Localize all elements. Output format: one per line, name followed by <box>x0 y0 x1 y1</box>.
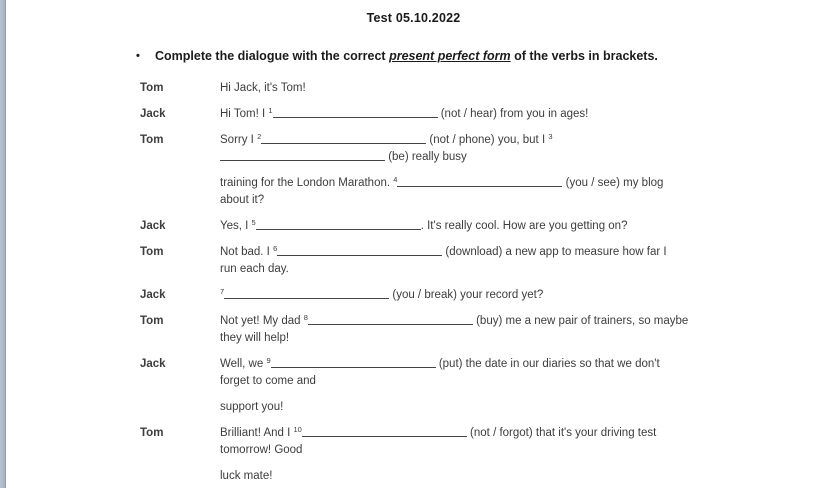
dialogue-text: Not yet! My dad <box>220 315 304 327</box>
dialogue-text: about it? <box>220 194 265 206</box>
answer-blank <box>224 297 389 299</box>
dialogue-text: Well, we <box>220 358 267 370</box>
dialogue-text: Hi Jack, it's Tom! <box>220 82 306 94</box>
utterance <box>220 313 821 356</box>
utterance <box>220 244 821 287</box>
speaker-name: Jack <box>140 220 166 232</box>
dialogue-line <box>220 261 821 278</box>
dialogue-row <box>140 287 821 313</box>
dialogue-line <box>220 425 821 442</box>
blank-number: 8 <box>303 313 308 322</box>
dialogue-line <box>220 442 821 459</box>
speaker-name: Jack <box>140 289 166 301</box>
dialogue-text: Hi Tom! I <box>220 108 269 120</box>
utterance-paragraph <box>220 287 821 304</box>
dialogue-text: (buy) me a new pair of trainers, so maybe <box>472 315 689 327</box>
answer-blank <box>256 228 421 230</box>
dialogue-row <box>140 425 821 488</box>
speaker-name: Tom <box>140 82 164 94</box>
utterance-paragraph <box>220 175 821 209</box>
instruction-text-prefix: Complete the dialogue with the correct <box>155 49 390 63</box>
speaker-name: Tom <box>140 134 164 146</box>
dialogue-line <box>220 373 821 390</box>
utterance <box>220 132 821 218</box>
dialogue-line <box>220 80 821 97</box>
dialogue-text: tomorrow! Good <box>220 444 303 456</box>
dialogue-line <box>220 106 821 123</box>
bullet-marker: • <box>136 50 140 62</box>
speaker-name: Tom <box>140 427 164 439</box>
dialogue-line <box>220 399 821 416</box>
dialogue-text: (be) really busy <box>385 151 467 163</box>
dialogue-line <box>220 330 821 347</box>
blank-number: 1 <box>268 106 273 115</box>
speaker-name: Tom <box>140 246 164 258</box>
speaker-name: Jack <box>140 358 166 370</box>
utterance <box>220 356 821 425</box>
document-title: Test 05.10.2022 <box>366 11 461 25</box>
speaker-name: Jack <box>140 108 166 120</box>
dialogue-line <box>220 244 821 261</box>
dialogue <box>140 80 821 488</box>
dialogue-text: luck mate! <box>220 470 273 482</box>
document-page <box>6 0 821 488</box>
utterance-paragraph <box>220 425 821 459</box>
answer-blank <box>273 116 438 118</box>
dialogue-line <box>220 192 821 209</box>
blank-number: 2 <box>257 132 262 141</box>
blank-number: 5 <box>251 218 256 227</box>
answer-blank <box>397 185 562 187</box>
dialogue-row <box>140 218 821 244</box>
speaker-name: Tom <box>140 315 164 327</box>
dialogue-text: training for the London Marathon. <box>220 177 394 189</box>
instruction-line <box>136 48 821 65</box>
dialogue-text: (download) a new app to measure how far I <box>442 246 667 258</box>
instruction-text-suffix: of the verbs in brackets. <box>510 49 658 63</box>
dialogue-text: (not / forgot) that it's your driving test <box>466 427 657 439</box>
blank-number: 3 <box>548 132 553 141</box>
dialogue-text: (put) the date in our diaries so that we don't <box>435 358 660 370</box>
instruction-emphasis: present perfect form <box>389 49 511 63</box>
utterance-paragraph <box>220 80 821 97</box>
dialogue-text: (not / phone) you, but I <box>426 134 549 146</box>
utterance <box>220 106 821 132</box>
dialogue-line <box>220 468 821 485</box>
dialogue-line <box>220 287 821 304</box>
dialogue-text: run each day. <box>220 263 289 275</box>
dialogue-line <box>220 175 821 192</box>
blank-number: 4 <box>393 175 398 184</box>
dialogue-row <box>140 106 821 132</box>
answer-blank <box>277 254 442 256</box>
blank-number: 6 <box>273 244 278 253</box>
dialogue-text: Yes, I <box>220 220 252 232</box>
utterance <box>220 425 821 488</box>
utterance-paragraph <box>220 356 821 390</box>
answer-blank <box>302 435 467 437</box>
dialogue-row <box>140 244 821 287</box>
dialogue-row <box>140 132 821 218</box>
blank-number: 7 <box>220 287 225 296</box>
dialogue-text: support you! <box>220 401 284 413</box>
utterance-paragraph <box>220 313 821 347</box>
answer-blank <box>308 323 473 325</box>
dialogue-text: Sorry I <box>220 134 258 146</box>
utterance <box>220 218 821 244</box>
dialogue-text: Not bad. I <box>220 246 274 258</box>
utterance-paragraph <box>220 106 821 123</box>
blank-number: 9 <box>266 356 271 365</box>
utterance-paragraph <box>220 218 821 235</box>
dialogue-line <box>220 218 821 235</box>
answer-blank <box>271 366 436 368</box>
utterance-paragraph <box>220 399 821 416</box>
dialogue-text: they will help! <box>220 332 290 344</box>
dialogue-text: forget to come and <box>220 375 316 387</box>
answer-blank <box>220 159 385 161</box>
dialogue-row <box>140 356 821 425</box>
blank-number: 10 <box>293 425 302 434</box>
answer-blank <box>261 142 426 144</box>
dialogue-line <box>220 356 821 373</box>
dialogue-text: Brilliant! And I <box>220 427 294 439</box>
dialogue-text: (you / see) my blog <box>562 177 664 189</box>
dialogue-text: . It's really cool. How are you getting on? <box>420 220 628 232</box>
dialogue-text: (you / break) your record yet? <box>389 289 544 301</box>
utterance <box>220 287 821 313</box>
utterance-paragraph <box>220 132 821 166</box>
dialogue-line <box>220 313 821 330</box>
dialogue-row <box>140 313 821 356</box>
dialogue-line <box>220 132 821 149</box>
utterance <box>220 80 821 106</box>
dialogue-row <box>140 80 821 106</box>
dialogue-line <box>220 149 821 166</box>
utterance-paragraph <box>220 468 821 485</box>
utterance-paragraph <box>220 244 821 278</box>
dialogue-text: (not / hear) from you in ages! <box>437 108 589 120</box>
